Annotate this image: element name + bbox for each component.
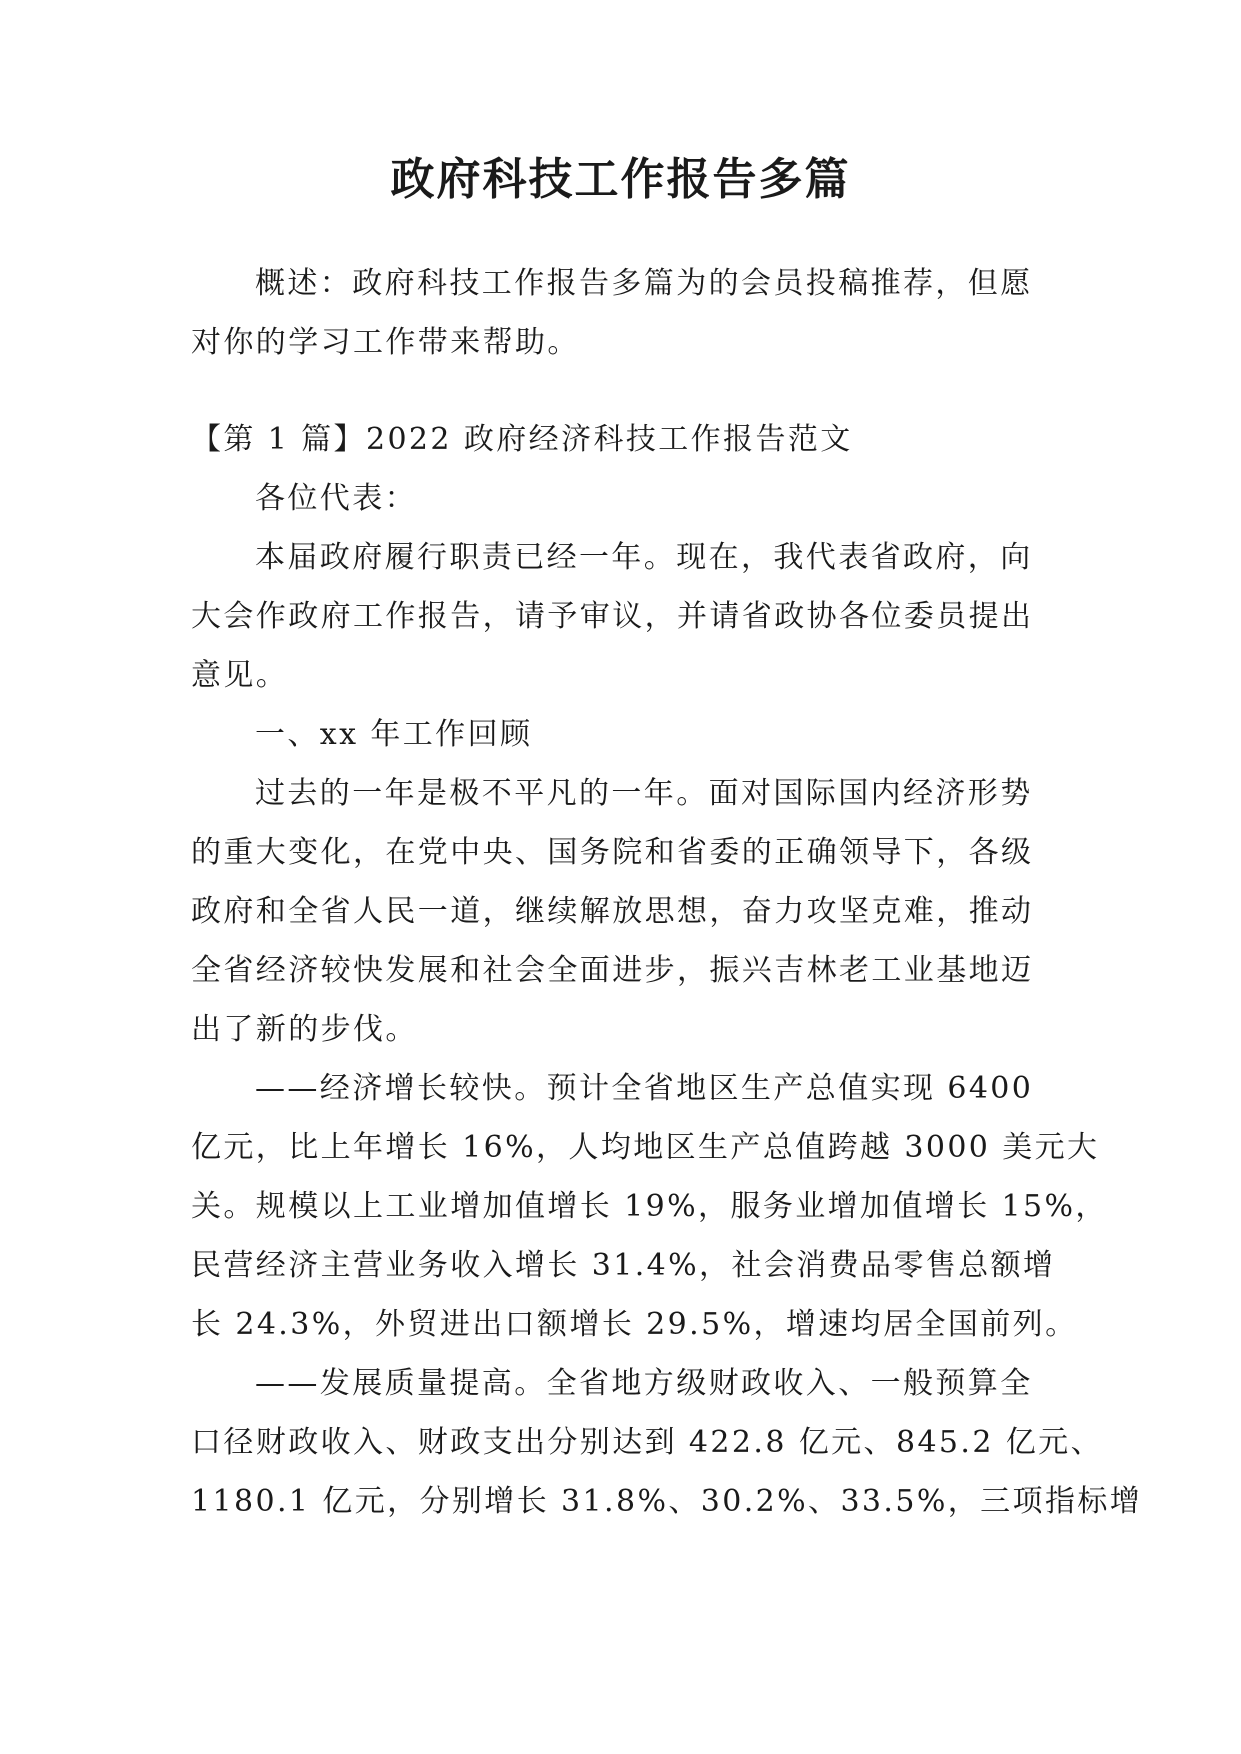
paragraph-3-line-2: 亿元，比上年增长 16%，人均地区生产总值跨越 3000 美元大 [191, 1130, 1100, 1165]
paragraph-1-line-2: 大会作政府工作报告，请予审议，并请省政协各位委员提出 [191, 599, 1034, 634]
document-title: 政府科技工作报告多篇 [390, 154, 851, 205]
paragraph-2-line-1: 过去的一年是极不平凡的一年。面对国际国内经济形势 [255, 776, 1033, 811]
paragraph-2-line-5: 出了新的步伐。 [191, 1012, 418, 1047]
paragraph-2-line-4: 全省经济较快发展和社会全面进步，振兴吉林老工业基地迈 [191, 953, 1034, 988]
paragraph-4-line-1: ——发展质量提高。全省地方级财政收入、一般预算全 [255, 1366, 1033, 1401]
report-body [191, 410, 1143, 1531]
paragraph-3-line-5: 长 24.3%，外贸进出口额增长 29.5%，增速均居全国前列。 [191, 1307, 1078, 1342]
paragraph-2-line-2: 的重大变化，在党中央、国务院和省委的正确领导下，各级 [191, 835, 1034, 870]
salutation: 各位代表： [255, 481, 417, 516]
summary-line-1: 概述：政府科技工作报告多篇为的会员投稿推荐，但愿 [255, 266, 1033, 301]
paragraph-1-line-3: 意见。 [191, 658, 289, 693]
paragraph-3-line-3: 关。规模以上工业增加值增长 19%，服务业增加值增长 15%， [191, 1189, 1108, 1224]
paragraph-2-line-3: 政府和全省人民一道，继续解放思想，奋力攻坚克难，推动 [191, 894, 1034, 929]
section-heading: 【第 1 篇】2022 政府经济科技工作报告范文 [191, 422, 853, 457]
paragraph-3-line-4: 民营经济主营业务收入增长 31.4%，社会消费品零售总额增 [191, 1248, 1056, 1283]
paragraph-4-line-3: 1180.1 亿元，分别增长 31.8%、30.2%、33.5%，三项指标增 [191, 1484, 1143, 1519]
summary-paragraph [191, 254, 1051, 372]
summary-line-2: 对你的学习工作带来帮助。 [191, 325, 580, 360]
paragraph-4-line-2: 口径财政收入、财政支出分别达到 422.8 亿元、845.2 亿元、 [191, 1425, 1103, 1460]
paragraph-3-line-1: ——经济增长较快。预计全省地区生产总值实现 6400 [255, 1071, 1034, 1106]
paragraph-1-line-1: 本届政府履行职责已经一年。现在，我代表省政府，向 [255, 540, 1033, 575]
subsection-heading: 一、xx 年工作回顾 [255, 717, 533, 752]
